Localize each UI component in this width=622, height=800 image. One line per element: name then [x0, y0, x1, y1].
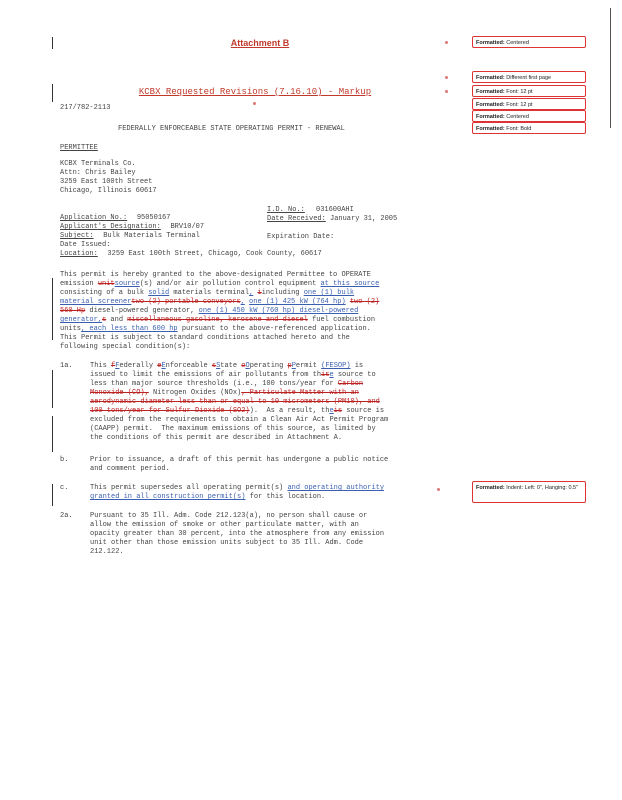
subject-label: Subject: [60, 232, 94, 240]
address-line: 3259 East 100th Street [60, 178, 153, 186]
format-note-bold[interactable]: Formatted: Font: Bold [472, 122, 586, 134]
comment-anchor [445, 90, 448, 93]
condition-2a-label: 2a. [60, 512, 73, 520]
text-run: This permit is hereby granted to the above-designated Permittee to OPERATE [60, 271, 371, 279]
text-run: This permit supersedes all operating permit(s) [90, 484, 288, 492]
text-line [60, 298, 379, 307]
text-run: Nitrogen Oxides (NOx) [148, 389, 242, 397]
deleted-text: aerodynamic diameter less than or equal to 10 micrometers (PM10), and [90, 398, 380, 406]
format-note-indent[interactable]: Formatted: Indent: Left: 0", Hanging: 0.5" [472, 481, 586, 503]
text-line [90, 521, 384, 530]
text-run: pursuant to the above-referenced application. [177, 325, 371, 333]
change-bar [52, 37, 53, 49]
deleted-text: s [102, 316, 107, 324]
format-note-first-page[interactable]: Formatted: Different first page [472, 71, 586, 83]
text-run: excluded from the requirements to obtain a Clean Air Act Permit Program [90, 416, 389, 424]
text-line [90, 512, 384, 521]
text-line [60, 280, 379, 289]
text-line [90, 371, 388, 380]
inserted-text: one (1) bulk [303, 289, 355, 297]
deleted-text: , Particulate Matter with an [241, 389, 359, 397]
text-run: the conditions of this permit are described in Attachment A. [90, 434, 343, 442]
location-label: Location: [60, 250, 98, 258]
text-line [90, 539, 384, 548]
text-line [60, 271, 379, 280]
inserted-text: , [249, 289, 254, 297]
text-run: opacity greater than 30 percent, into the atmosphere from any emission [90, 530, 385, 538]
comment-anchor [445, 76, 448, 79]
condition-1a-text [90, 362, 388, 443]
condition-c-label: c. [60, 484, 69, 492]
text-run: tate [220, 362, 242, 370]
inserted-text: , [240, 298, 245, 306]
deleted-text: i [257, 289, 262, 297]
deleted-text: is [321, 371, 330, 379]
text-run: and [106, 316, 128, 324]
condition-1a-label: 1a. [60, 362, 73, 370]
text-run: diesel-powered generator, [85, 307, 199, 315]
text-line [90, 389, 388, 398]
deleted-text: o [241, 362, 246, 370]
text-run: less than major source thresholds (i.e., 100 tons/year for [90, 380, 338, 388]
deleted-text: is [333, 407, 343, 415]
text-run: nforceable [165, 362, 212, 370]
deleted-text: two (2) [349, 298, 380, 306]
text-run: unit other than those emission units subject to 35 Ill. Adm. Code [90, 539, 364, 547]
text-run: materials terminal [169, 289, 250, 297]
text-line [60, 343, 379, 352]
change-bar [52, 278, 53, 340]
text-line [90, 548, 384, 557]
inserted-text: E [161, 362, 166, 370]
permittee-label: PERMITTEE [60, 144, 98, 152]
intro-paragraph [60, 271, 379, 352]
inserted-text: (FESOP) [321, 362, 351, 370]
text-run: This [90, 362, 112, 370]
permit-info [60, 206, 480, 258]
deleted-text: two (2) portable conveyors [131, 298, 241, 306]
deleted-text: f [111, 362, 116, 370]
format-note-font-12[interactable]: Formatted: Font: 12 pt [472, 85, 586, 97]
inserted-text: F [115, 362, 120, 370]
deleted-text: 100 tons/year for Sulfur Dioxide (SO2) [90, 407, 250, 415]
inserted-text: e [329, 407, 334, 415]
text-line [90, 434, 388, 443]
deleted-text: miscellaneous gasoline, kerosene and diesel [127, 316, 308, 324]
text-line [90, 530, 384, 539]
format-note-centered[interactable]: Formatted: Centered [472, 36, 586, 48]
permit-title: FEDERALLY ENFORCEABLE STATE OPERATING PERMIT - RENEWAL [118, 125, 345, 133]
comment-anchor [437, 488, 440, 491]
condition-b-label: b. [60, 456, 69, 464]
text-run: is [350, 362, 364, 370]
text-run: perating [249, 362, 288, 370]
condition-2a-text [90, 512, 384, 557]
page-edge-line [610, 8, 611, 128]
phone-number: 217/782-2113 [60, 104, 111, 112]
inserted-text: one (1) 425 kW (764 hp) [249, 298, 346, 306]
inserted-text: O [245, 362, 250, 370]
inserted-text: one (1) 450 kW (760 hp) diesel-powered [198, 307, 359, 315]
change-bar [52, 416, 53, 452]
inserted-text: granted in all construction permit(s) [90, 493, 246, 501]
change-bar [52, 370, 53, 408]
address-line: Attn: Chris Bailey [60, 169, 136, 177]
condition-b-text [90, 456, 388, 474]
text-line [60, 289, 379, 298]
text-line [60, 307, 379, 316]
inserted-text: e [329, 371, 334, 379]
deleted-text: s [211, 362, 217, 370]
address-line: Chicago, Illinois 60617 [60, 187, 157, 195]
id-no-label: I.D. No.: [267, 206, 305, 214]
text-run: for this location. [245, 493, 326, 501]
app-no: 95050167 [136, 214, 171, 222]
text-run: 212.122. [90, 548, 124, 556]
comment-anchor [445, 41, 448, 44]
date-received-label: Date Received: [267, 215, 326, 223]
text-run: issued to limit the emissions of air pollutants from th [90, 371, 322, 379]
inserted-text: , each less than 600 hp [81, 325, 178, 333]
inserted-text: S [216, 362, 221, 370]
designation: BRV10/07 [170, 223, 205, 231]
inserted-text: solid [148, 289, 170, 297]
format-note-centered[interactable]: Formatted: Centered [472, 110, 586, 122]
text-line [90, 484, 384, 493]
inserted-text: at this source [320, 280, 380, 288]
deleted-text: Carbon [337, 380, 364, 388]
deleted-text: unit [97, 280, 115, 288]
text-run: and comment period. [90, 465, 170, 473]
text-line [60, 325, 379, 334]
deleted-text: Monoxide (CO), [90, 389, 149, 397]
comment-anchor [253, 102, 256, 105]
text-run: (CAAPP) permit. The maximum emissions of this source, as limited by [90, 425, 376, 433]
app-no-label: Application No.: [60, 214, 128, 222]
text-line [90, 425, 388, 434]
text-run: ermit [295, 362, 322, 370]
text-run: Prior to issuance, a draft of this permit has undergone a public notice [90, 456, 389, 464]
text-line [60, 316, 379, 325]
text-run: source is [342, 407, 385, 415]
text-run: units [60, 325, 82, 333]
deleted-text: p [287, 362, 292, 370]
text-run: source to [333, 371, 376, 379]
inserted-text: generator, [60, 316, 103, 324]
text-run: following special condition(s): [60, 343, 191, 351]
expiration-label: Expiration Date: [267, 233, 335, 241]
date-received: January 31, 2005 [330, 215, 398, 223]
change-bar [52, 84, 53, 102]
text-run: ). As a result, th [249, 407, 330, 415]
text-run: allow the emission of smoke or other particulate matter, with an [90, 521, 359, 529]
text-line [90, 456, 388, 465]
text-run: including [261, 289, 304, 297]
text-run: ederally [119, 362, 158, 370]
address-line: KCBX Terminals Co. [60, 160, 136, 168]
text-line [90, 493, 384, 502]
change-bar [52, 484, 53, 506]
text-line [90, 380, 388, 389]
designation-label: Applicant's Designation: [60, 223, 161, 231]
text-line [90, 398, 388, 407]
subject: Bulk Materials Terminal [103, 232, 200, 240]
text-run: This Permit is subject to standard conditions attached hereto and the [60, 334, 350, 342]
text-line [90, 362, 388, 371]
inserted-text: source [114, 280, 140, 288]
text-line [90, 465, 388, 474]
text-line [90, 407, 388, 416]
location: 3259 East 100th Street, Chicago, Cook County, 60617 [107, 250, 322, 258]
document-heading: KCBX Requested Revisions (7.16.10) - Markup [138, 87, 372, 97]
address-block [60, 160, 157, 196]
inserted-text: material screener [60, 298, 132, 306]
text-line [90, 416, 388, 425]
inserted-text: P [291, 362, 296, 370]
date-issued-label: Date Issued: [60, 241, 111, 249]
attachment-title: Attachment B [230, 38, 290, 48]
text-run: (s) and/or air pollution control equipment [139, 280, 321, 288]
inserted-text: and operating authority [287, 484, 385, 492]
text-run: consisting of a bulk [60, 289, 149, 297]
deleted-text: e [157, 362, 162, 370]
deleted-text: 560 Hp [60, 307, 86, 315]
text-line [60, 334, 379, 343]
id-no: 031600AHI [316, 206, 354, 214]
format-note-font-12[interactable]: Formatted: Font: 12 pt [472, 98, 586, 110]
condition-c-text [90, 484, 384, 502]
text-run: Pursuant to 35 Ill. Adm. Code 212.123(a), no person shall cause or [90, 512, 368, 520]
text-run: emission [60, 280, 98, 288]
text-run: fuel combustion [307, 316, 376, 324]
